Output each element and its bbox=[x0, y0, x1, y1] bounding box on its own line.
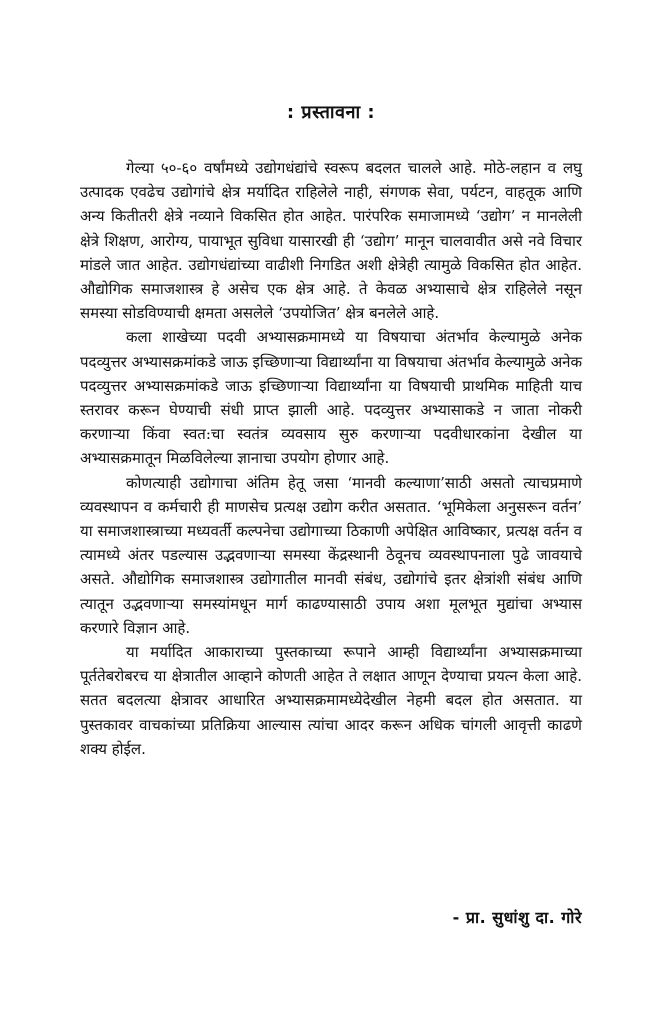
paragraph-4: या मर्यादित आकाराच्या पुस्तकाच्या रूपाने आम्ही विद्यार्थ्यांना अभ्यासक्रमाच्या पूर्ततेबरोबरच या क्षेत्रातील आव्हाने कोणती आहेत ते लक्षात आणून देण्याचा प्रयत्न केला आहे. सतत बदलत्या क्षेत्रावर आधारित अभ्यासक्रमामध्येदेखील नेहमी बदल होत असतात. या पुस्तकावर वाचकांच्या प्रतिक्रिया आल्यास त्यांचा आदर करून अधिक चांगली आवृत्ती काढणे शक्य होईल. bbox=[80, 643, 582, 758]
paragraph-1: गेल्या ५०-६० वर्षांमध्ये उद्योगधंद्यांचे स्वरूप बदलत चालले आहे. मोठे-लहान व लघु उत्पादक एवढेच उद्योगांचे क्षेत्र मर्यादित राहिलेले नाही, संगणक सेवा, पर्यटन, वाहतूक आणि अन्य कितीतरी क्षेत्रे नव्याने विकसित होत आहेत. पारंपरिक समाजामध्ये ‘उद्योग’ न मानलेली क्षेत्रे शिक्षण, आरोग्य, पायाभूत सुविधा यासारखी ही ‘उद्योग’ मानून चालवावीत असे नवे विचार मांडले जात आहेत. उद्योगधंद्यांच्या वाढीशी निगडित अशी क्षेत्रेही त्यामुळे विकसित होत आहेत. औद्योगिक समाजशास्त्र हे असेच एक क्षेत्र आहे. ते केवळ अभ्यासाचे क्षेत्र राहिलेले नसून समस्या सोडविण्याची क्षमता असलेले ‘उपयोजित’ क्षेत्र बनलेले आहे. bbox=[80, 159, 582, 323]
page-title: : प्रस्तावना : bbox=[286, 102, 376, 123]
author-signature: - प्रा. सुधांशु दा. गोरे bbox=[452, 908, 582, 927]
paragraph-3: कोणत्याही उद्योगाचा अंतिम हेतू जसा ‘मानवी कल्याणा’साठी असतो त्याचप्रमाणे व्यवस्थापन व कर्मचारी ही माणसेच प्रत्यक्ष उद्योग करीत असतात. ‘भूमिकेला अनुसरून वर्तन’ या समाजशास्त्राच्या मध्यवर्ती कल्पनेचा उद्योगाच्या ठिकाणी अपेक्षित आविष्कार, प्रत्यक्ष वर्तन व त्यामध्ये अंतर पडल्यास उद्भवणाऱ्या समस्या केंद्रस्थानी ठेवूनच व्यवस्थापनाला पुढे जावयाचे असते. औद्योगिक समाजशास्त्र उद्योगातील मानवी संबंध, उद्योगांचे इतर क्षेत्रांशी संबंध आणि त्यातून उद्भवणाऱ्या समस्यांमधून मार्ग काढण्यासाठी उपाय अशा मूलभूत मुद्यांचा अभ्यास करणारे विज्ञान आहे. bbox=[80, 473, 582, 637]
preface-page bbox=[80, 100, 582, 927]
paragraph-2: कला शाखेच्या पदवी अभ्यासक्रमामध्ये या विषयाचा अंतर्भाव केल्यामुळे अनेक पदव्युत्तर अभ्यासक्रमांकडे जाऊ इच्छिणाऱ्या विद्यार्थ्यांना या विषयाचा अंतर्भाव केल्यामुळे अनेक पदव्युत्तर अभ्यासक्रमांकडे जाऊ इच्छिणाऱ्या विद्यार्थ्यांना या विषयाची प्राथमिक माहिती याच स्तरावर करून घेण्याची संधी प्राप्त झाली आहे. पदव्युत्तर अभ्यासाकडे न जाता नोकरी करणाऱ्या किंवा स्वत:चा स्वतंत्र व्यवसाय सुरु करणाऱ्या पदवीधारकांना देखील या अभ्यासक्रमातून मिळविलेल्या ज्ञानाचा उपयोग होणार आहे. bbox=[80, 328, 582, 468]
